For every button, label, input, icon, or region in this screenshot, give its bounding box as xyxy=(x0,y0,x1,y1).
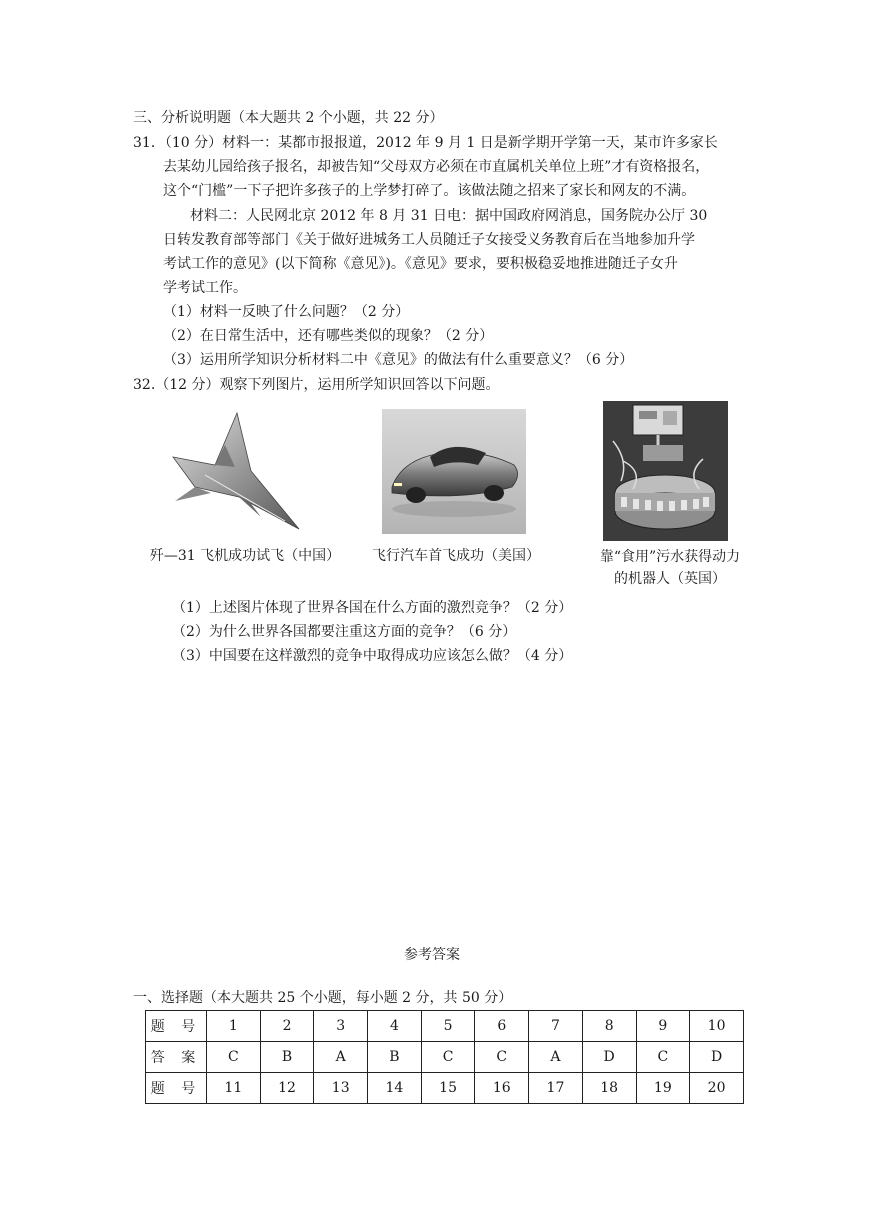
table-cell: D xyxy=(582,1042,636,1073)
table-cell: 18 xyxy=(582,1073,636,1104)
q32-sub2: （2）为什么世界各国都要注重这方面的竞争？（6 分） xyxy=(172,624,517,640)
figure3-caption-line1: 靠“食用”污水获得动力 xyxy=(599,549,741,565)
table-row xyxy=(146,1011,744,1042)
table-cell: 12 xyxy=(260,1073,314,1104)
q31-sub3: （3）运用所学知识分析材料二中《意见》的做法有什么重要意义？（6 分） xyxy=(163,352,634,368)
table-cell: D xyxy=(690,1042,744,1073)
q31-line1: 31．（10 分）材料一：某都市报报道，2012 年 9 月 1 日是新学期开学第一天，某市许多家长 xyxy=(133,135,718,151)
table-cell: C xyxy=(636,1042,690,1073)
table-cell: 6 xyxy=(475,1011,529,1042)
table-cell: B xyxy=(260,1042,314,1073)
section-heading: 三、分析说明题（本大题共 2 个小题，共 22 分） xyxy=(133,110,444,126)
jet-aircraft-image xyxy=(165,405,305,533)
table-cell: 9 xyxy=(636,1011,690,1042)
table-row xyxy=(146,1042,744,1073)
table-cell: 4 xyxy=(368,1011,422,1042)
q31-sub2: （2）在日常生活中，还有哪些类似的现象？（2 分） xyxy=(163,328,494,344)
table-cell: C xyxy=(475,1042,529,1073)
q31-line2: 去某幼儿园给孩子报名，却被告知“父母双方必须在市直属机关单位上班”才有资格报名， xyxy=(163,159,710,175)
table-cell: 2 xyxy=(260,1011,314,1042)
flying-car-image xyxy=(382,409,526,534)
table-cell: 10 xyxy=(690,1011,744,1042)
table-cell: 3 xyxy=(314,1011,368,1042)
table-cell: 5 xyxy=(421,1011,475,1042)
q31-line7: 学考试工作。 xyxy=(163,280,247,296)
q31-line3: 这个“门槛”一下子把许多孩子的上学梦打碎了。该做法随之招来了家长和网友的不满。 xyxy=(163,183,696,199)
table-cell: 16 xyxy=(475,1073,529,1104)
table-cell: A xyxy=(314,1042,368,1073)
row-label: 答 案 xyxy=(146,1042,207,1073)
answers-title: 参考答案 xyxy=(404,947,460,963)
row-label: 题 号 xyxy=(146,1011,207,1042)
table-cell: C xyxy=(207,1042,261,1073)
table-cell: 11 xyxy=(207,1073,261,1104)
table-cell: 19 xyxy=(636,1073,690,1104)
q31-line5: 日转发教育部等部门《关于做好进城务工人员随迁子女接受义务教育后在当地参加升学 xyxy=(163,232,695,248)
table-cell: C xyxy=(421,1042,475,1073)
q31-line6: 考试工作的意见》(以下简称《意见》)。《意见》要求，要积极稳妥地推进随迁子女升 xyxy=(163,256,678,272)
table-cell: 15 xyxy=(421,1073,475,1104)
q31-sub1: （1）材料一反映了什么问题？（2 分） xyxy=(163,304,410,320)
answer-table xyxy=(145,1010,744,1104)
figure3-caption-line2: 的机器人（英国） xyxy=(614,571,726,587)
table-row xyxy=(146,1073,744,1104)
table-cell: A xyxy=(529,1042,583,1073)
table-cell: 14 xyxy=(368,1073,422,1104)
q31-line4: 材料二：人民网北京 2012 年 8 月 31 日电：据中国政府网消息，国务院办公厅 30 xyxy=(190,208,708,224)
row-label: 题 号 xyxy=(146,1073,207,1104)
q32-sub3: （3）中国要在这样激烈的竞争中取得成功应该怎么做？（4 分） xyxy=(172,648,573,664)
q32-stem: 32.（12 分）观察下列图片，运用所学知识回答以下问题。 xyxy=(133,377,500,393)
robot-image xyxy=(603,401,728,541)
table-cell: 13 xyxy=(314,1073,368,1104)
table-cell: 7 xyxy=(529,1011,583,1042)
figure1-caption: 歼—31 飞机成功试飞（中国） xyxy=(149,548,341,564)
table-cell: 20 xyxy=(690,1073,744,1104)
answers-section1-heading: 一、选择题（本大题共 25 个小题，每小题 2 分，共 50 分） xyxy=(133,990,513,1006)
table-cell: 8 xyxy=(582,1011,636,1042)
table-cell: 17 xyxy=(529,1073,583,1104)
table-cell: 1 xyxy=(207,1011,261,1042)
q32-sub1: （1）上述图片体现了世界各国在什么方面的激烈竞争？（2 分） xyxy=(172,600,573,616)
figure2-caption: 飞行汽车首飞成功（美国） xyxy=(372,548,540,564)
table-cell: B xyxy=(368,1042,422,1073)
